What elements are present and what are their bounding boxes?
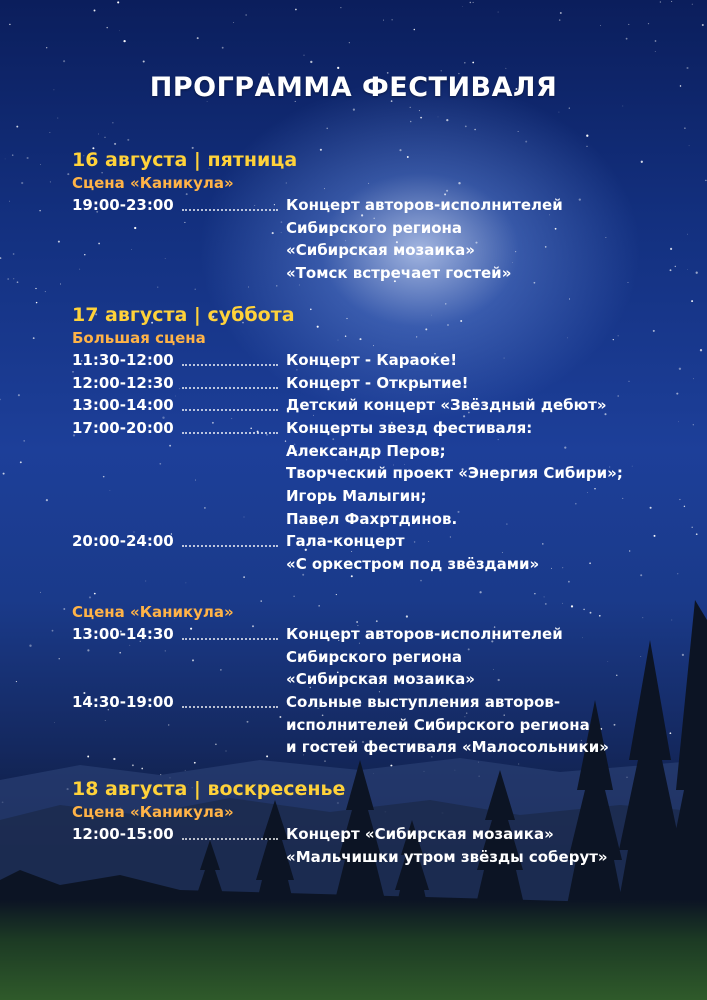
day-heading: 17 августа | суббота xyxy=(72,303,295,326)
dotted-leader xyxy=(182,432,278,434)
dotted-leader xyxy=(182,364,278,366)
day-section-18 xyxy=(72,777,672,868)
event-time: 19:00-23:00 xyxy=(72,196,174,214)
schedule-row xyxy=(72,823,672,868)
event-description: Концерт - Открытие! xyxy=(286,373,469,392)
schedule-row xyxy=(72,194,672,285)
dotted-leader xyxy=(182,545,278,547)
day-heading: 18 августа | воскресенье xyxy=(72,778,346,801)
dotted-leader xyxy=(182,209,278,211)
event-time: 17:00-20:00 xyxy=(72,418,174,437)
event-time: 11:30-12:00 xyxy=(72,350,174,369)
event-description: Концерты звезд фестиваля: Александр Перов; Творческий проект «Энергия Сибири»; Игорь Малыгин; Павел Фахртдинов. xyxy=(286,418,623,528)
event-description: Концерт авторов-исполнителей Сибирского региона «Сибирская мозаика» xyxy=(286,624,563,689)
schedule-row xyxy=(72,394,672,417)
schedule-row xyxy=(72,349,672,372)
glowing-meadow xyxy=(0,900,707,1000)
stage-name: Большая сцена xyxy=(72,328,206,347)
schedule-row xyxy=(72,691,672,759)
event-description: Концерт «Сибирская мозаика» «Мальчишки утром звёзды соберут» xyxy=(286,825,608,866)
event-description: Гала-концерт «С оркестром под звёздами» xyxy=(286,532,540,574)
festival-program xyxy=(72,148,672,868)
event-time: 13:00-14:00 xyxy=(72,396,174,415)
schedule-row xyxy=(72,623,672,691)
day-heading: 16 августа | пятница xyxy=(72,149,298,171)
schedule-row xyxy=(72,530,672,575)
dotted-leader xyxy=(182,409,278,411)
event-time: 12:00-12:30 xyxy=(72,373,174,392)
event-time: 14:30-19:00 xyxy=(72,692,174,711)
stage-name: Сцена «Каникула» xyxy=(72,803,234,822)
event-time: 20:00-24:00 xyxy=(72,532,174,551)
stage-name: Сцена «Каникула» xyxy=(72,602,234,621)
schedule-row xyxy=(72,417,672,531)
stage-name: Сцена «Каникула» xyxy=(72,174,234,192)
dotted-leader xyxy=(182,638,278,640)
event-description: Концерт - Караоке! xyxy=(286,350,458,369)
event-description: Концерт авторов-исполнителей Сибирского региона «Сибирская мозаика» «Томск встречает гостей» xyxy=(286,196,563,283)
event-description: Сольные выступления авторов- исполнителей Сибирского региона и гостей фестиваля «Малосольники» xyxy=(286,692,609,757)
dotted-leader xyxy=(182,387,278,389)
dotted-leader xyxy=(182,838,278,840)
dotted-leader xyxy=(182,706,278,708)
event-time: 13:00-14:30 xyxy=(72,624,174,643)
day-section-17 xyxy=(72,303,672,759)
day-section-16 xyxy=(72,148,672,285)
event-description: Детский концерт «Звёздный дебют» xyxy=(286,396,607,415)
schedule-row xyxy=(72,372,672,395)
page-title: ПРОГРАММА ФЕСТИВАЛЯ xyxy=(149,72,558,103)
event-time: 12:00-15:00 xyxy=(72,825,174,844)
